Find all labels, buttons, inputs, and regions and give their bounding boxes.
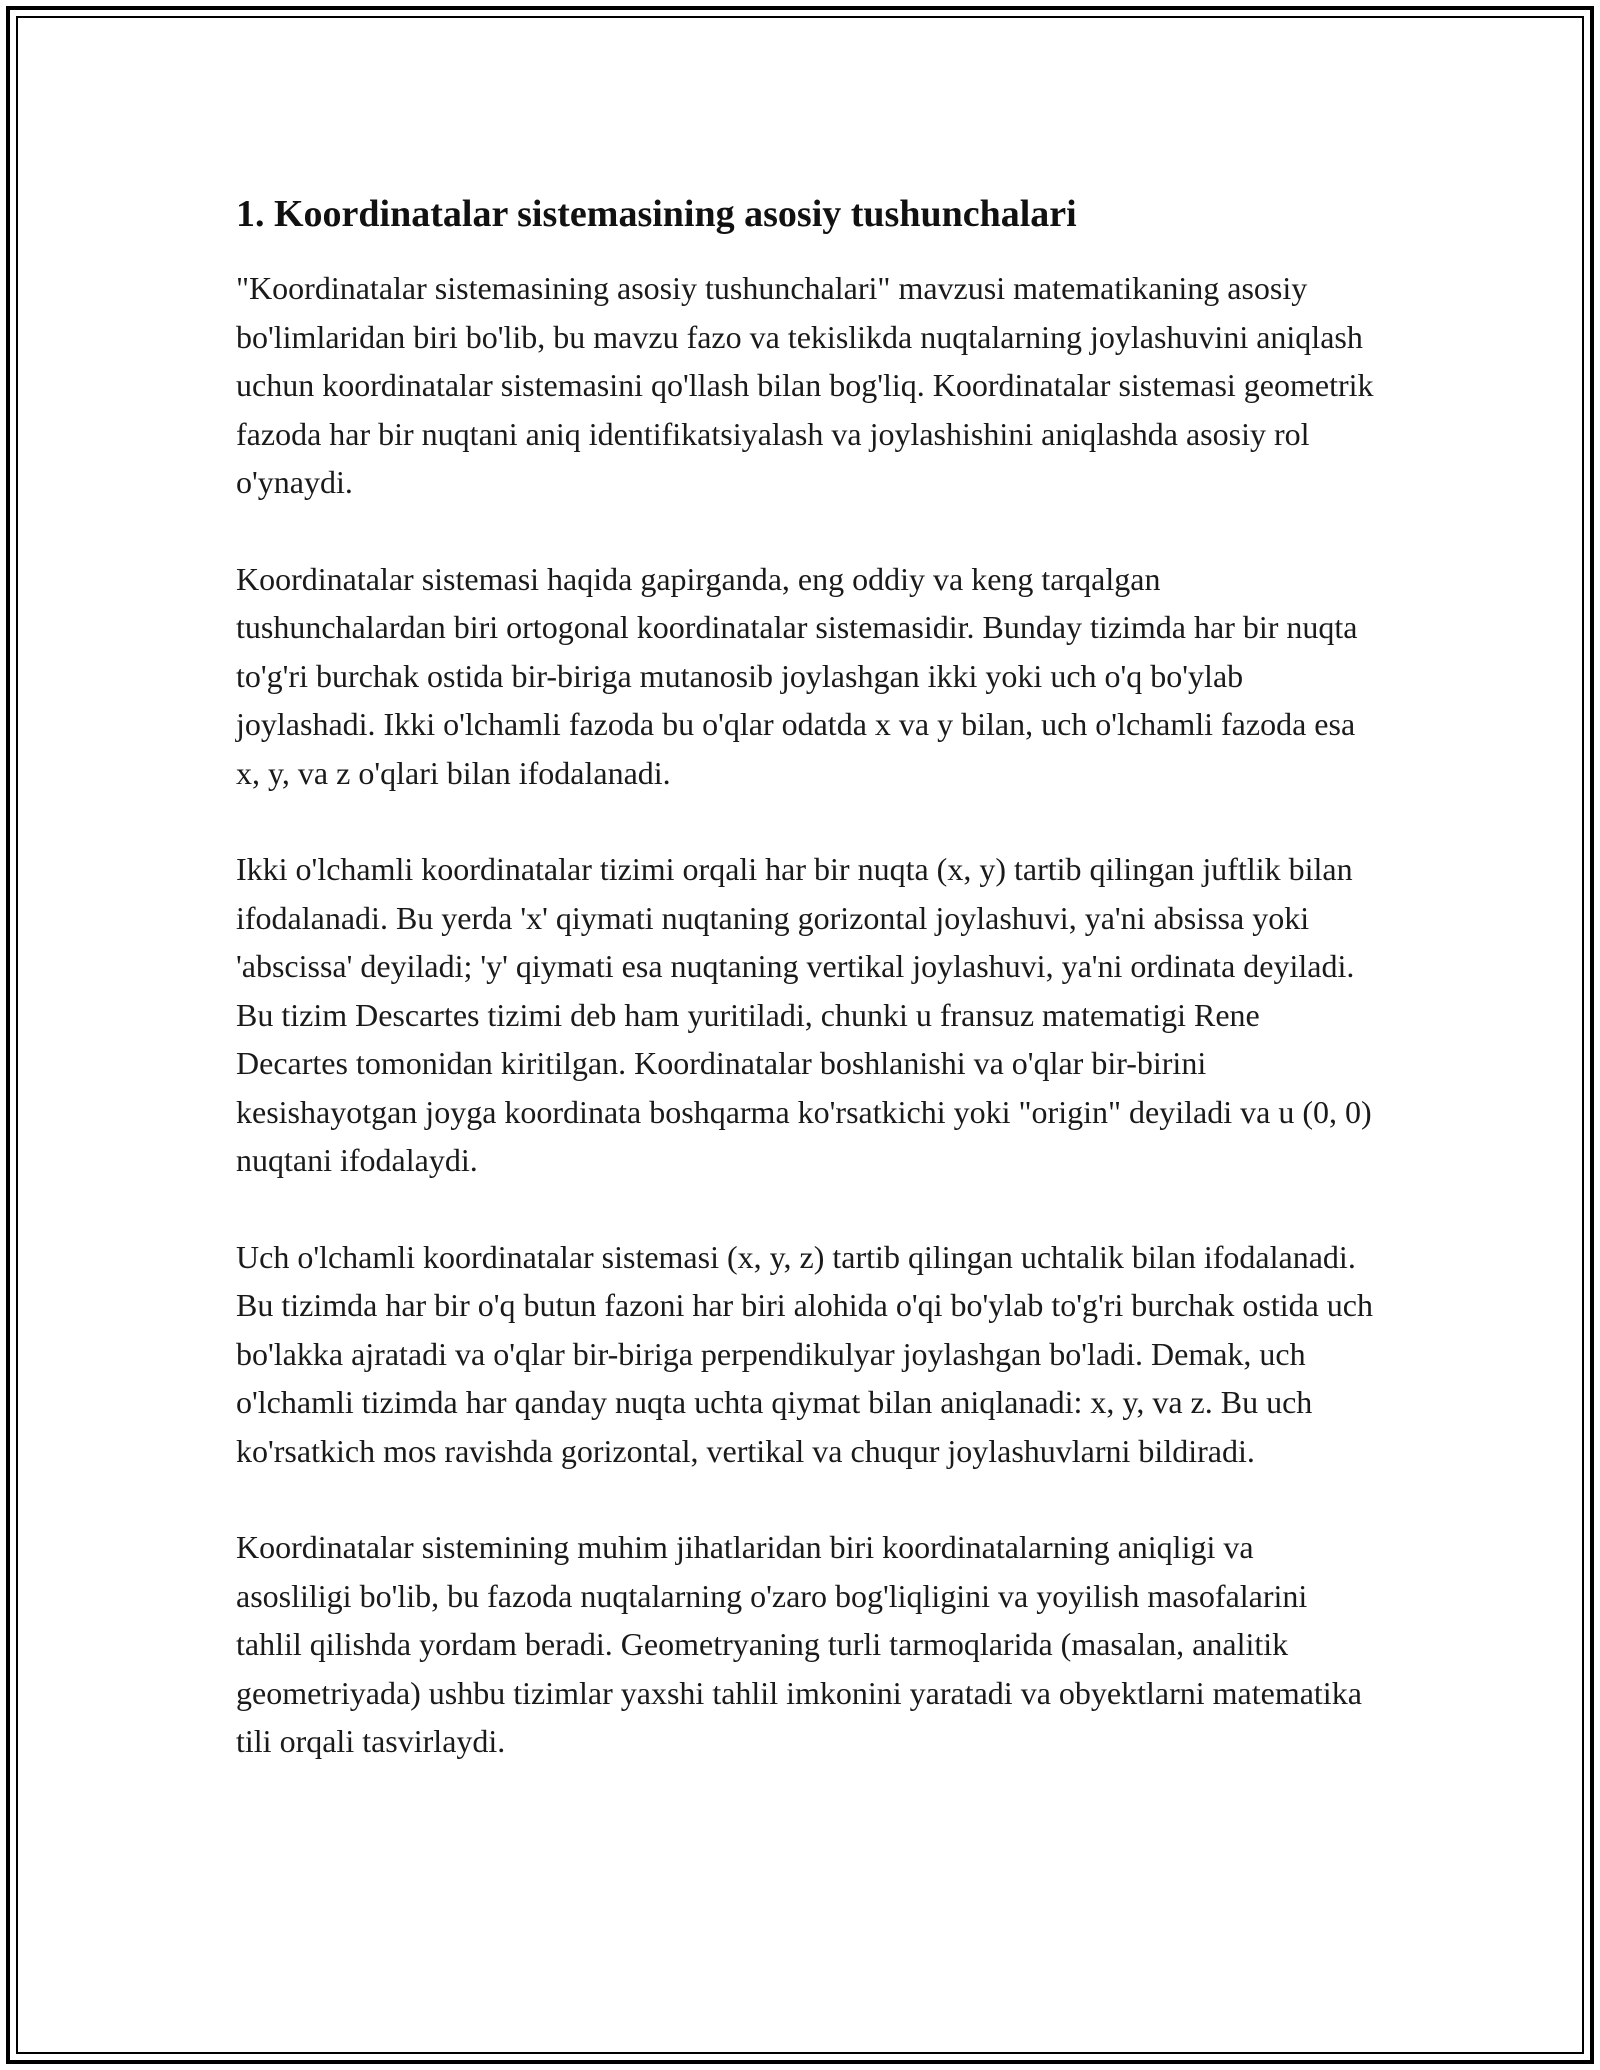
section-heading: 1. Koordinatalar sistemasining asosiy tushunchalari (236, 193, 1077, 235)
paragraph-1: "Koordinatalar sistemasining asosiy tushunchalari" mavzusi matematikaning asosiy bo'limlaridan biri bo'lib, bu mavzu fazo va tekislikda nuqtalarning joylashuvini aniqlash uchun koordinatalar sistemasini qo'llash bilan bog'liq. Koordinatalar sistemasi geometrik fazoda har bir nuqtani aniq identifikatsiyalash va joylashishini aniqlashda asosiy rol o'ynaydi. (236, 270, 1374, 500)
paragraph-5: Koordinatalar sistemining muhim jihatlaridan biri koordinatalarning aniqligi va asosliligi bo'lib, bu fazoda nuqtalarning o'zaro bog'liqligini va yoyilish masofalarini tahlil qilishda yordam beradi. Geometryaning turli tarmoqlarida (masalan, analitik geometriyada) ushbu tizimlar yaxshi tahlil imkonini yaratadi va obyektlarni matematika tili orqali tasvirlaydi. (236, 1529, 1362, 1759)
document-body (236, 190, 1376, 1766)
paragraph-3: Ikki o'lchamli koordinatalar tizimi orqali har bir nuqta (x, y) tartib qilingan juftlik bilan ifodalanadi. Bu yerda 'x' qiymati nuqtaning gorizontal joylashuvi, ya'ni absissa yoki 'abscissa' deyiladi; 'y' qiymati esa nuqtaning vertikal joylashuvi, ya'ni ordinata deyiladi. Bu tizim Descartes tizimi deb ham yuritiladi, chunki u fransuz matematigi Rene Decartes tomonidan kiritilgan. Koordinatalar boshlanishi va o'qlar bir-birini kesishayotgan joyga koordinata boshqarma ko'rsatkichi yoki "origin" deyiladi va u (0, 0) nuqtani ifodalaydi. (236, 851, 1372, 1178)
paragraph-4: Uch o'lchamli koordinatalar sistemasi (x, y, z) tartib qilingan uchtalik bilan ifodalanadi. Bu tizimda har bir o'q butun fazoni har biri alohida o'qi bo'ylab to'g'ri burchak ostida uch bo'lakka ajratadi va o'qlar bir-biriga perpendikulyar joylashgan bo'ladi. Demak, uch o'lchamli tizimda har qanday nuqta uchta qiymat bilan aniqlanadi: x, y, va z. Bu uch ko'rsatkich mos ravishda gorizontal, vertikal va chuqur joylashuvlarni bildiradi. (236, 1238, 1373, 1469)
paragraph-2: Koordinatalar sistemasi haqida gapirganda, eng oddiy va keng tarqalgan tushunchalardan biri ortogonal koordinatalar sistemasidir. Bunday tizimda har bir nuqta to'g'ri burchak ostida bir-biriga mutanosib joylashgan ikki yoki uch o'q bo'ylab joylashadi. Ikki o'lchamli fazoda bu o'qlar odatda x va y bilan, uch o'lchamli fazoda esa x, y, va z o'qlari bilan ifodalanadi. (236, 560, 1358, 791)
